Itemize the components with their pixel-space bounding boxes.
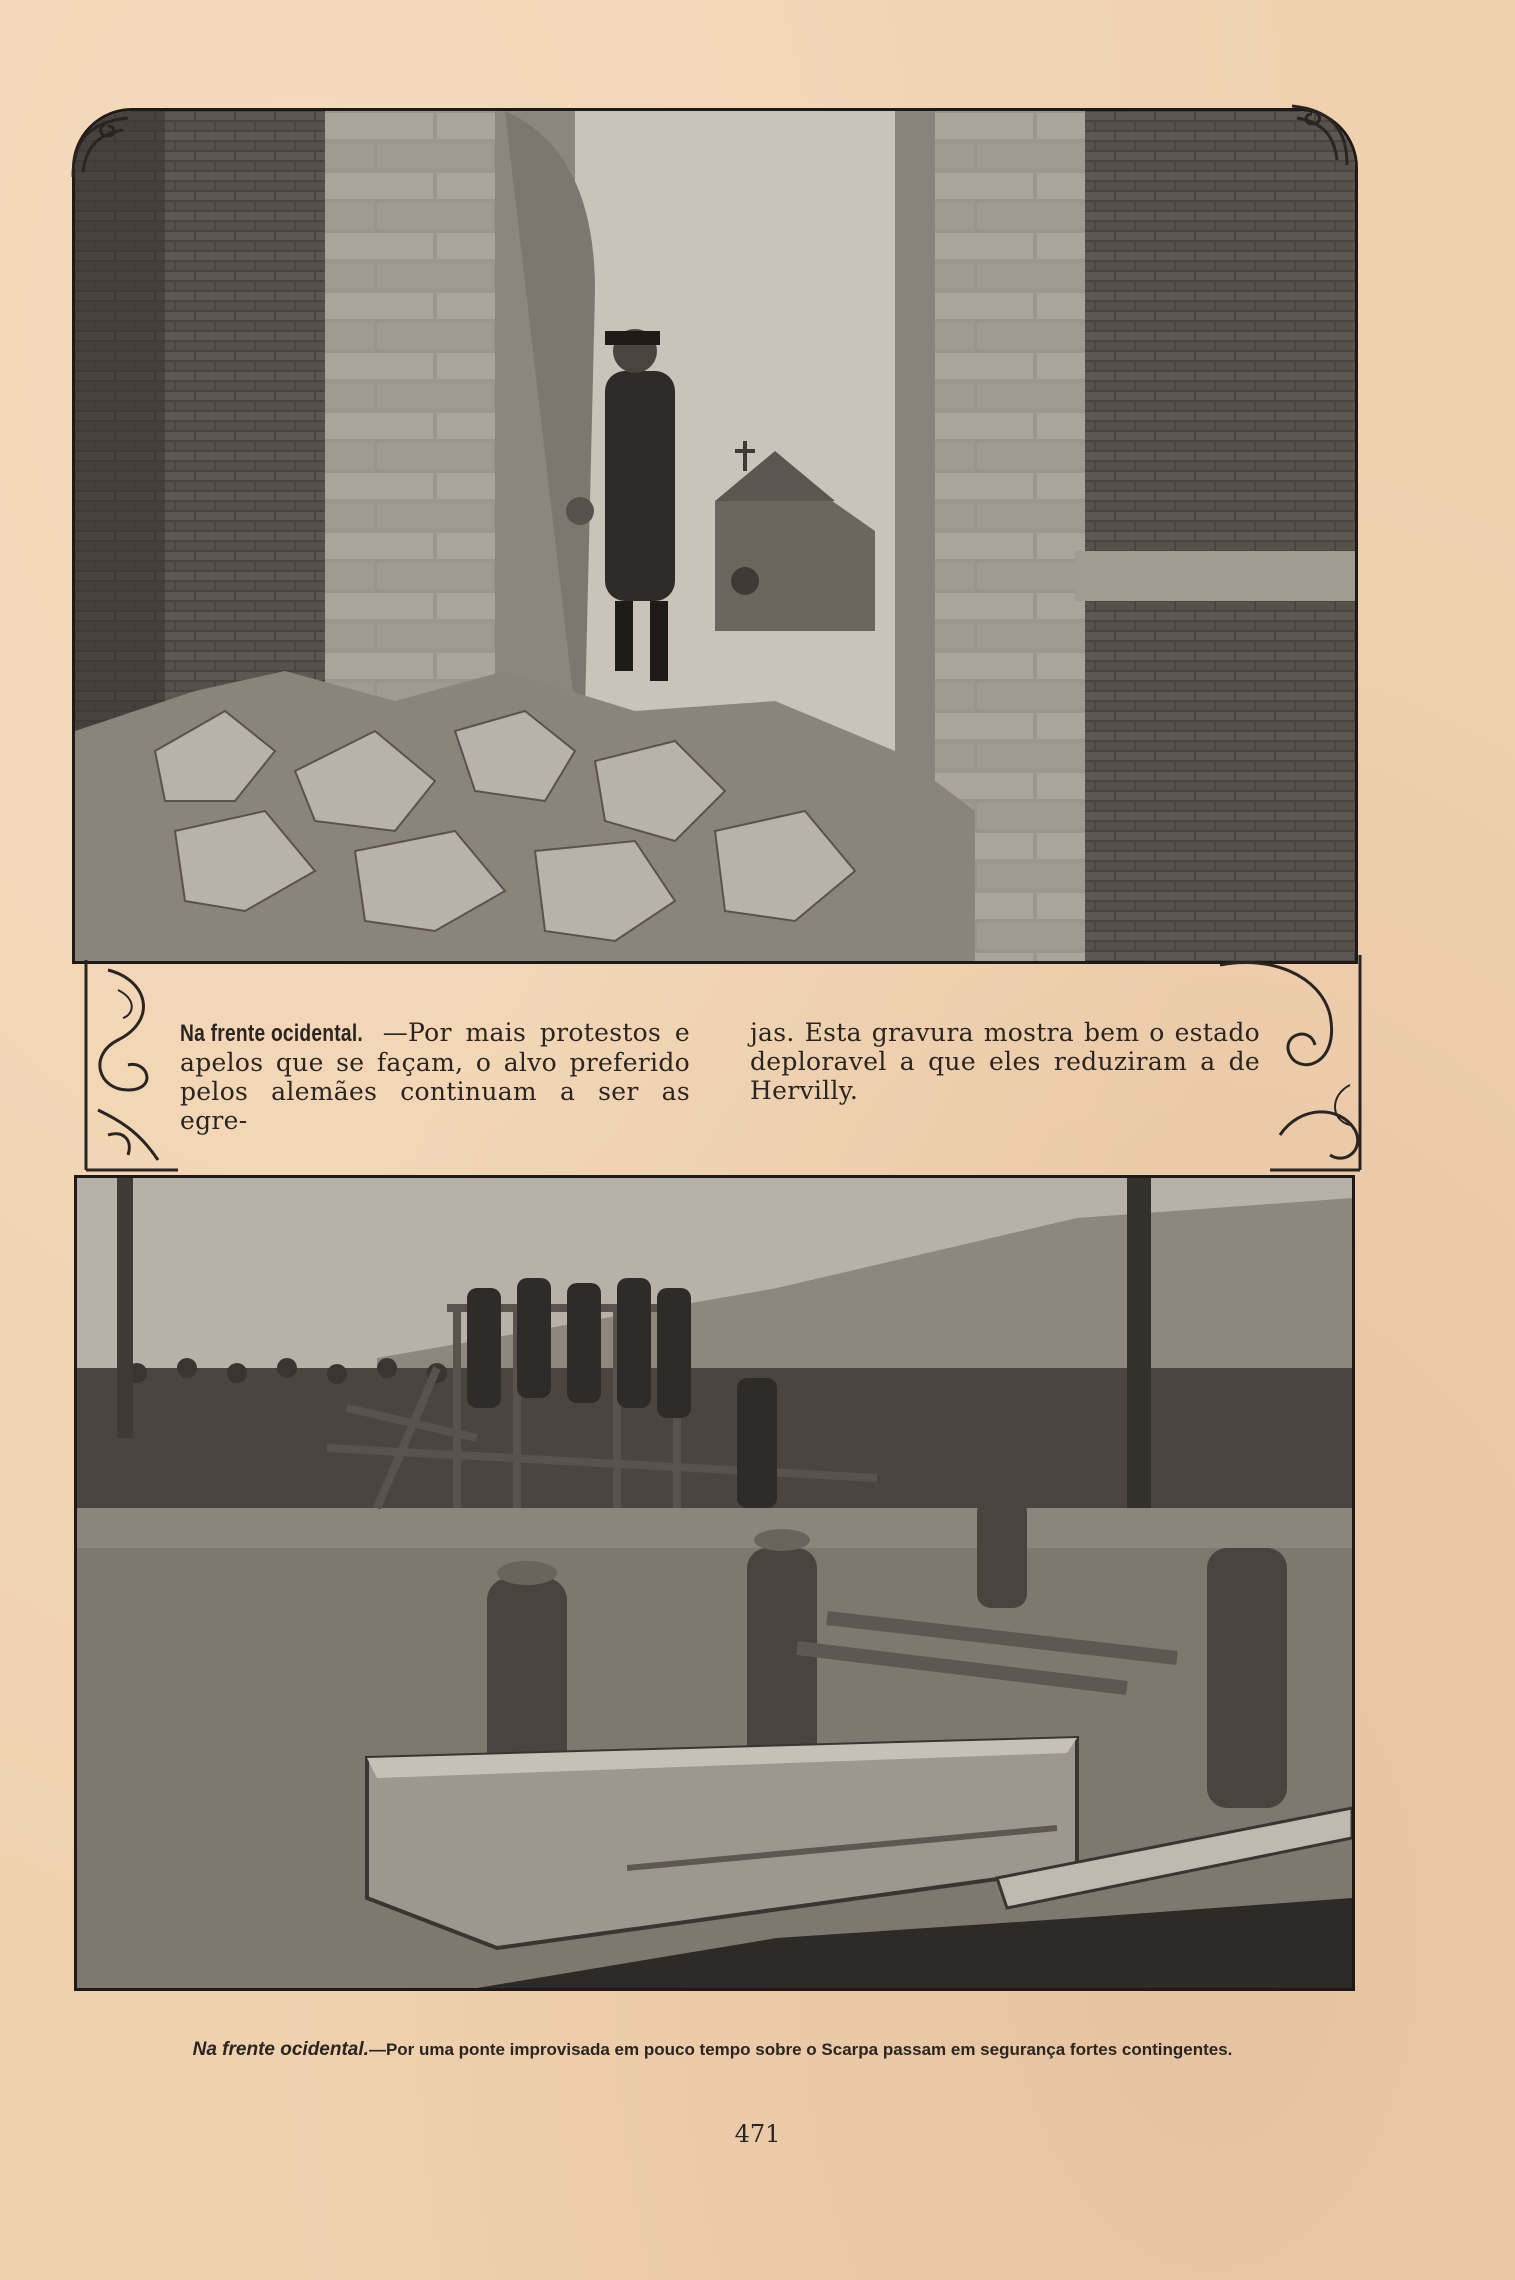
bottom-photo-caption <box>150 2040 1275 2060</box>
caption-left-column <box>180 1018 690 1135</box>
caption-right-column <box>750 1018 1260 1135</box>
caption-right-text: jas. Esta gravura mostra bem o estado deploravel a que eles reduziram a de Hervilly. <box>750 1018 1260 1105</box>
caption-lead: Na frente ocidental. <box>180 1020 363 1047</box>
church-ruins-photo <box>72 108 1358 964</box>
caption-left-text: —Por mais protestos e apelos que se façam, o alvo preferido pelos alemães continuam a ser as egre- <box>180 1018 690 1135</box>
bottom-caption-text: —Por uma ponte improvisada em pouco tempo sobre o Scarpa passam em segurança fortes contingentes. <box>368 2040 1233 2059</box>
top-left-ornament <box>68 112 158 182</box>
top-photo-caption <box>180 1018 1260 1135</box>
bottom-caption-lead: Na frente ocidental. <box>192 2039 369 2060</box>
bridge-crossing-photo <box>74 1175 1355 1991</box>
top-right-ornament <box>1262 100 1352 170</box>
left-scroll-ornament <box>78 960 188 1175</box>
page-number: 471 <box>734 2120 781 2148</box>
